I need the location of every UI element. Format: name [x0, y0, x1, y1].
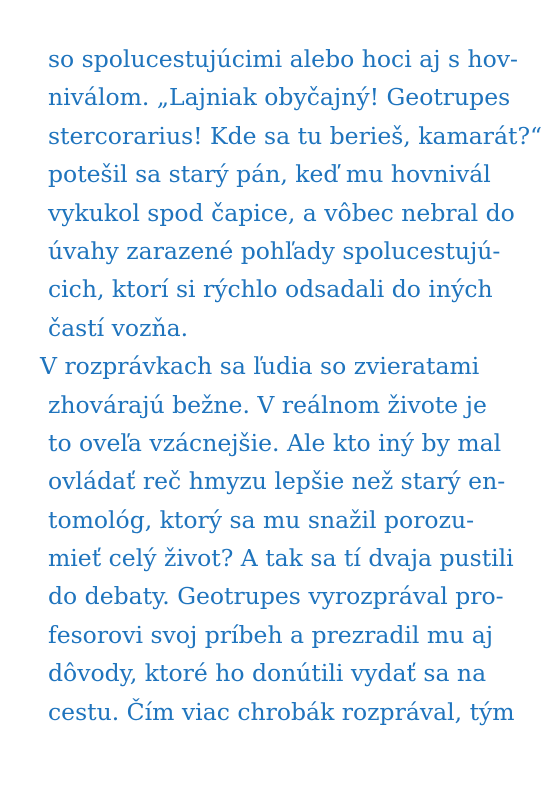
text-line: vykukol spod čapice, a vôbec nebral do — [48, 198, 515, 227]
text-line: častí vozňa. — [48, 313, 189, 342]
text-line: cich, ktorí si rýchlo odsadali do iných — [48, 275, 493, 304]
text-line: do debaty. Geotrupes vyrozprával pro- — [48, 582, 504, 611]
text-line: dôvody, ktoré ho donútili vydať sa na — [48, 659, 487, 688]
text-line: tomológ, ktorý sa mu snažil porozu- — [48, 505, 475, 534]
text-line: mieť celý život? A tak sa tí dvaja pustili — [48, 544, 514, 573]
text-line: niválom. „Lajniak obyčajný! Geotrupes — [48, 83, 511, 112]
text-line: fesorovi svoj príbeh a prezradil mu aj — [48, 620, 494, 649]
paragraph-1 — [0, 40, 557, 347]
text-line: zhovárajú bežne. V reálnom živote je — [48, 390, 487, 419]
text-line: cestu. Čím viac chrobák rozprával, tým — [48, 697, 515, 726]
text-line: to oveľa vzácnejšie. Ale kto iný by mal — [48, 428, 502, 457]
body-text — [0, 40, 557, 731]
paragraph-2 — [0, 347, 557, 731]
text-line: V rozprávkach sa ľudia so zvieratami — [40, 352, 480, 381]
text-line: stercorarius! Kde sa tu berieš, kamarát?“ — [48, 121, 543, 150]
text-line: potešil sa starý pán, keď mu hovnivál — [48, 160, 491, 189]
text-line: ovládať reč hmyzu lepšie než starý en- — [48, 467, 506, 496]
text-line: so spolucestujúcimi alebo hoci aj s hov- — [48, 45, 518, 73]
text-line: úvahy zarazené pohľady spolucestujú- — [48, 236, 501, 265]
